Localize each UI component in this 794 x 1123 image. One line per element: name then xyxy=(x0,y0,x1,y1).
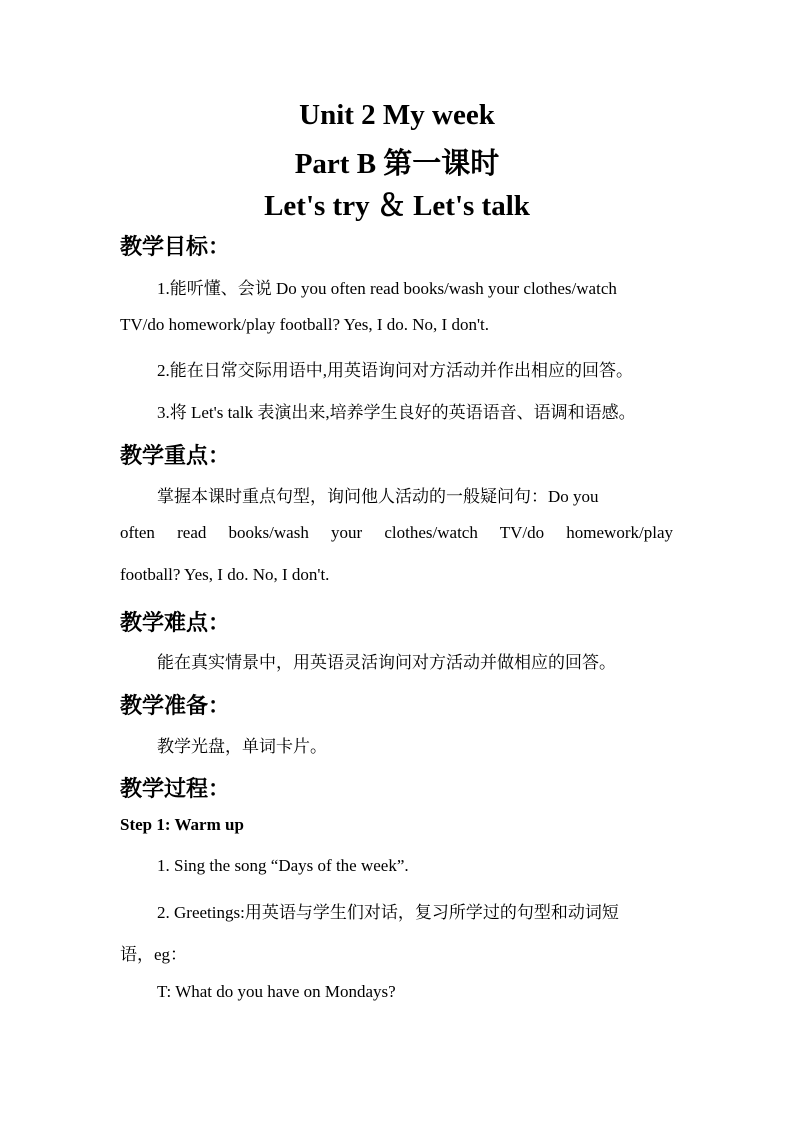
lesson-part-title: Part B 第一课时 xyxy=(294,148,500,180)
difficulties-heading: 教学难点： xyxy=(120,610,231,635)
objective-1-line-1: 1.能听懂、会说 Do you often read books/wash your clothes/watch xyxy=(157,279,617,298)
dialog-line-1: T: What do you have on Mondays? xyxy=(157,982,396,1001)
difficulties-line-1: 能在真实情景中，用英语灵活询问对方活动并做相应的回答。 xyxy=(157,653,616,672)
process-item-2-line-1: 2. Greetings:用英语与学生们对话，复习所学过的句型和动词短 xyxy=(157,903,619,922)
objective-2: 2.能在日常交际用语中,用英语询问对方活动并作出相应的回答。 xyxy=(157,361,633,380)
preparation-line-1: 教学光盘，单词卡片。 xyxy=(157,737,327,756)
objectives-heading: 教学目标： xyxy=(120,234,231,259)
step-1-title: Step 1: Warm up xyxy=(120,815,244,834)
preparation-heading: 教学准备： xyxy=(120,693,231,718)
process-item-1: 1. Sing the song “Days of the week”. xyxy=(157,856,409,875)
key-points-line-3: football? Yes, I do. No, I don't. xyxy=(120,565,330,584)
unit-title: Unit 2 My week xyxy=(299,99,495,131)
objective-1-line-2: TV/do homework/play football? Yes, I do. No, I don't. xyxy=(120,315,489,334)
key-points-line-1: 掌握本课时重点句型，询问他人活动的一般疑问句：Do you xyxy=(157,487,599,506)
objective-3: 3.将 Let's talk 表演出来,培养学生良好的英语语音、语调和语感。 xyxy=(157,403,636,422)
process-item-2-line-2: 语，eg： xyxy=(120,945,188,964)
key-points-line-2: often read books/wash your clothes/watch TV/do homework/play xyxy=(120,523,673,542)
key-points-heading: 教学重点： xyxy=(120,443,231,468)
lesson-subtitle: Let's try ＆ Let's talk xyxy=(264,190,530,222)
process-heading: 教学过程： xyxy=(120,776,231,801)
